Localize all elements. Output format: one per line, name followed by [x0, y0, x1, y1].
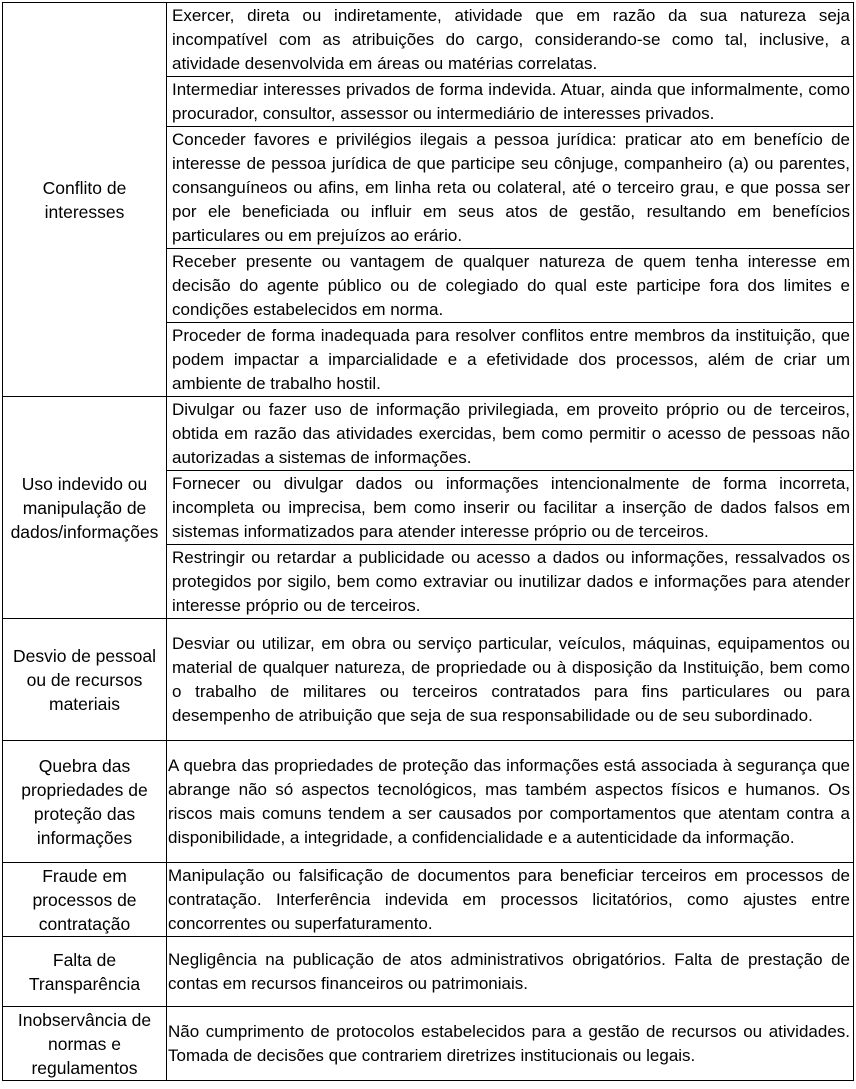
risk-description: Proceder de forma inadequada para resolver conflitos entre membros da instituição, que podem impactar a imparcialidade e a efetividade dos processos, além de criar um ambiente de trabalho hostil.: [167, 323, 854, 397]
table-row: [3, 397, 854, 471]
category-label: Desvio de pessoal ou de recursos materiais: [13, 645, 156, 714]
category-label: Uso indevido ou manipulação de dados/informações: [10, 473, 159, 542]
category-cell: [3, 619, 167, 741]
table-row: [3, 937, 854, 1007]
category-cell: [3, 397, 167, 619]
table-row: [3, 1007, 854, 1081]
risk-description: Intermediar interesses privados de forma indevida. Atuar, ainda que informalmente, como procurador, consultor, assessor ou intermediário de interesses privados.: [167, 77, 854, 127]
category-cell: [3, 741, 167, 863]
risk-description: Exercer, direta ou indiretamente, atividade que em razão da sua natureza seja incompatível com as atribuições do cargo, considerando-se como tal, inclusive, a atividade desenvolvida em áreas ou matérias correlatas.: [167, 3, 854, 77]
category-label: Falta de Transparência: [28, 949, 141, 994]
risk-description: Não cumprimento de protocolos estabelecidos para a gestão de recursos ou atividades. Tomada de decisões que contrariem diretrizes institucionais ou legais.: [167, 1007, 854, 1081]
risk-description: Negligência na publicação de atos administrativos obrigatórios. Falta de prestação de contas em recursos financeiros ou patrimoniais.: [167, 937, 854, 1007]
table-row: [3, 741, 854, 863]
category-cell: [3, 3, 167, 397]
category-cell: [3, 1007, 167, 1081]
risk-description: Manipulação ou falsificação de documentos para beneficiar terceiros em processos de contratação. Interferência indevida em processos licitatórios, como ajustes entre concorrentes ou superfaturamento.: [167, 863, 854, 937]
category-label: Fraude em processos de contratação: [32, 865, 137, 934]
risk-description: Conceder favores e privilégios ilegais a pessoa jurídica: praticar ato em benefício de interesse de pessoa jurídica de que participe seu cônjuge, companheiro (a) ou parentes, consanguíneos ou afins, em linha reta ou colateral, até o terceiro grau, e que possa ser por ele beneficiada ou influir em seus atos de gestão, resultando em benefícios particulares ou em prejuízos ao erário.: [167, 127, 854, 249]
risk-description: Desviar ou utilizar, em obra ou serviço particular, veículos, máquinas, equipamentos ou material de qualquer natureza, de propriedade ou à disposição da Instituição, bem como o trabalho de militares ou terceiros contratados para fins particulares ou para desempenho de atribuição que seja de sua responsabilidade ou de seu subordinado.: [167, 619, 854, 741]
risk-description: A quebra das propriedades de proteção das informações está associada à segurança que abrange não só aspectos tecnológicos, mas também aspectos físicos e humanos. Os riscos mais comuns tendem a ser causados por comportamentos que atentam contra a disponibilidade, a integridade, a confidencialidade e a autenticidade da informação.: [167, 741, 854, 863]
table-row: [3, 863, 854, 937]
category-cell: [3, 863, 167, 937]
category-label: Conflito de interesses: [42, 177, 127, 222]
category-cell: [3, 937, 167, 1007]
risk-description: Restringir ou retardar a publicidade ou acesso a dados ou informações, ressalvados os protegidos por sigilo, bem como extraviar ou inutilizar dados e informações para atender interesse próprio ou de terceiros.: [167, 545, 854, 619]
table-row: [3, 619, 854, 741]
risk-description: Fornecer ou divulgar dados ou informações intencionalmente de forma incorreta, incompleta ou imprecisa, bem como inserir ou facilitar a inserção de dados falsos em sistemas informatizados para atender interesse próprio ou de terceiros.: [167, 471, 854, 545]
table-row: [3, 3, 854, 77]
risk-description: Receber presente ou vantagem de qualquer natureza de quem tenha interesse em decisão do agente público ou de colegiado do qual este participe fora dos limites e condições estabelecidos em norma.: [167, 249, 854, 323]
category-label: Inobservância de normas e regulamentos: [17, 1009, 152, 1078]
risk-description: Divulgar ou fazer uso de informação privilegiada, em proveito próprio ou de terceiros, obtida em razão das atividades exercidas, bem como permitir o acesso de pessoas não autorizadas a sistemas de informações.: [167, 397, 854, 471]
category-label: Quebra das propriedades de proteção das informações: [21, 755, 148, 848]
risk-table: [2, 2, 854, 1081]
